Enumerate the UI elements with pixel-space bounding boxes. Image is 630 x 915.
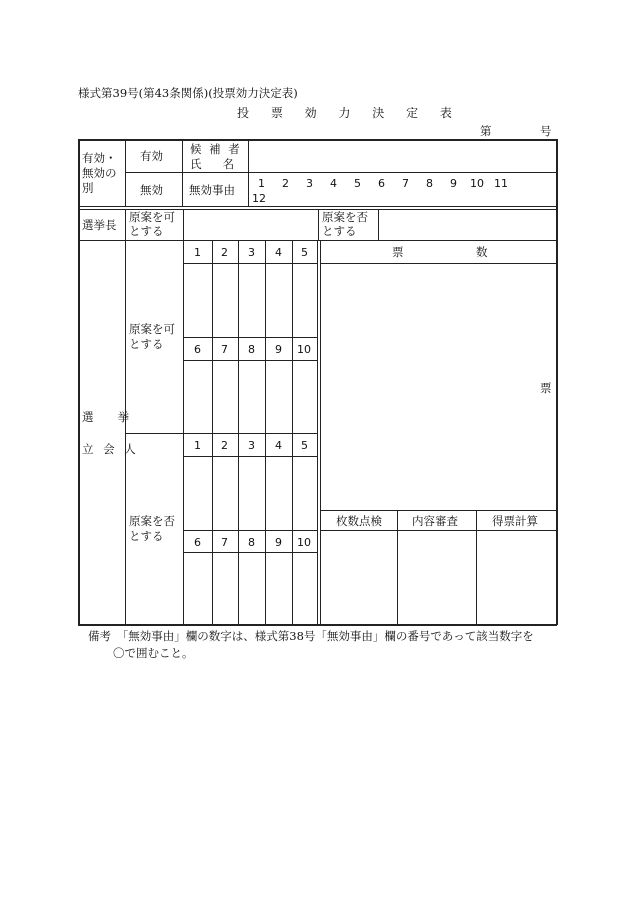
chair-reject-line2: とする (322, 224, 357, 238)
reason-number: 11 (494, 177, 508, 190)
box-number: 10 (297, 536, 311, 549)
votes-unit: 票 (540, 381, 552, 395)
chair-reject-line1: 原案を否 (322, 210, 368, 224)
reason-number: 1 (258, 177, 265, 190)
box-number: 8 (248, 536, 255, 549)
candidate-label-line1: 候 補 者 (190, 142, 242, 156)
validity-label-line2: 無効の (82, 166, 117, 180)
reason-number: 6 (378, 177, 385, 190)
form-label: 様式第39号(第43条関係)(投票効力決定表) (78, 86, 298, 100)
witness-label-line2: 立 会 人 (82, 442, 139, 456)
box-number: 9 (275, 343, 282, 356)
valid-label: 有効 (140, 149, 163, 163)
reason-number: 3 (306, 177, 313, 190)
witness-reject-line2: とする (129, 529, 164, 543)
chair-label: 選挙長 (82, 218, 117, 232)
witness-label-line1: 選 挙 (82, 410, 133, 424)
note-line2: 〇で囲むこと。 (113, 646, 194, 660)
box-number: 10 (297, 343, 311, 356)
box-number: 1 (194, 439, 201, 452)
chair-approve-line2: とする (129, 224, 164, 238)
box-number: 5 (301, 439, 308, 452)
reason-number: 9 (450, 177, 457, 190)
validity-label-line1: 有効・ (82, 151, 117, 165)
reason-number: 12 (252, 192, 266, 205)
box-number: 5 (301, 246, 308, 259)
document-title: 投 票 効 力 決 定 表 (237, 106, 461, 120)
box-number: 6 (194, 536, 201, 549)
box-number: 3 (248, 439, 255, 452)
witness-approve-line2: とする (129, 337, 164, 351)
reason-number: 8 (426, 177, 433, 190)
box-number: 4 (275, 246, 282, 259)
invalid-label: 無効 (140, 183, 163, 197)
box-number: 7 (221, 536, 228, 549)
witness-approve-line1: 原案を可 (129, 322, 175, 336)
box-number: 1 (194, 246, 201, 259)
number-suffix: 号 (540, 124, 552, 138)
reason-number: 5 (354, 177, 361, 190)
witness-reject-line1: 原案を否 (129, 514, 175, 528)
candidate-label-line2: 氏 名 (190, 157, 237, 171)
box-number: 2 (221, 246, 228, 259)
col-review: 内容審査 (412, 514, 458, 528)
reason-number: 7 (402, 177, 409, 190)
votes-header-a: 票 (392, 245, 404, 259)
box-number: 3 (248, 246, 255, 259)
col-count: 枚数点検 (336, 514, 382, 528)
reason-number: 4 (330, 177, 337, 190)
reason-number: 10 (470, 177, 484, 190)
reason-number: 2 (282, 177, 289, 190)
box-number: 4 (275, 439, 282, 452)
box-number: 9 (275, 536, 282, 549)
validity-label-line3: 別 (82, 181, 94, 195)
box-number: 6 (194, 343, 201, 356)
box-number: 8 (248, 343, 255, 356)
chair-approve-line1: 原案を可 (129, 210, 175, 224)
votes-header-b: 数 (476, 245, 488, 259)
col-calc: 得票計算 (492, 514, 538, 528)
box-number: 2 (221, 439, 228, 452)
box-number: 7 (221, 343, 228, 356)
number-prefix: 第 (480, 124, 492, 138)
invalid-reason-label: 無効事由 (189, 183, 235, 197)
note-line1: 備考 「無効事由」欄の数字は、様式第38号「無効事由」欄の番号であって該当数字を (88, 629, 534, 643)
